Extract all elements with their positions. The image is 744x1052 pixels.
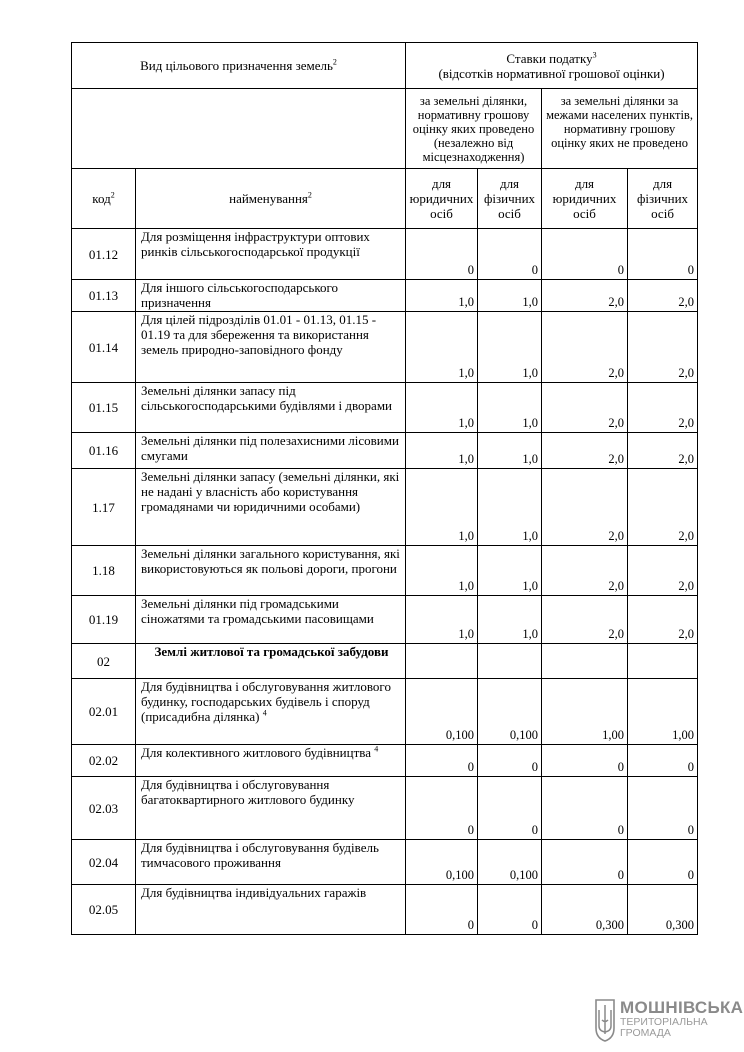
- row-name: Для розміщення інфраструктури оптових ринків сільськогосподарської продукції: [136, 229, 406, 280]
- table-row: [72, 596, 698, 644]
- table-row: [72, 433, 698, 469]
- row-rate-4: 2,0: [628, 433, 698, 469]
- header-physical-1: для фізичних осіб: [478, 169, 542, 229]
- row-rate-3: 0: [542, 840, 628, 885]
- row-rate-3: 2,0: [542, 546, 628, 596]
- row-rate-4: 2,0: [628, 469, 698, 546]
- header-empty-cell: [72, 89, 406, 169]
- row-rate-1: 1,0: [406, 280, 478, 312]
- header-name: найменування$^2$: [136, 169, 406, 229]
- row-rate-1: 1,0: [406, 546, 478, 596]
- row-rate-3: 2,0: [542, 596, 628, 644]
- row-rate-3: 0,300: [542, 885, 628, 935]
- row-rate-2: 1,0: [478, 312, 542, 383]
- row-code: 02.02: [72, 745, 136, 777]
- table-row: [72, 777, 698, 840]
- row-name: Для будівництва і обслуговування житлового будинку, господарських будівель і споруд (присадибна ділянка) $^4$: [136, 679, 406, 745]
- row-code: 01.16: [72, 433, 136, 469]
- row-rate-2: 0: [478, 229, 542, 280]
- table-row: [72, 312, 698, 383]
- row-rate-2: 1,0: [478, 383, 542, 433]
- row-rate-1: 0: [406, 885, 478, 935]
- header-physical-2: для фізичних осіб: [628, 169, 698, 229]
- row-rate-1: 1,0: [406, 312, 478, 383]
- row-rate-2: 0,100: [478, 679, 542, 745]
- row-rate-1: 0: [406, 745, 478, 777]
- row-rate-1: 1,0: [406, 469, 478, 546]
- row-rate-3: [542, 644, 628, 679]
- community-logo: [594, 996, 744, 1044]
- row-rate-2: 1,0: [478, 469, 542, 546]
- row-code: 01.15: [72, 383, 136, 433]
- row-code: 02: [72, 644, 136, 679]
- row-code: 02.03: [72, 777, 136, 840]
- row-rate-4: 2,0: [628, 383, 698, 433]
- row-code: 1.18: [72, 546, 136, 596]
- logo-line-2-3: ТЕРИТОРІАЛЬНА ГРОМАДА: [620, 1016, 708, 1039]
- header-legal-1: для юридичних осіб: [406, 169, 478, 229]
- row-code: 1.17: [72, 469, 136, 546]
- row-rate-4: 0: [628, 777, 698, 840]
- row-rate-1: 1,0: [406, 596, 478, 644]
- table-row: [72, 679, 698, 745]
- row-rate-2: 0: [478, 777, 542, 840]
- row-rate-2: 1,0: [478, 433, 542, 469]
- row-name: Для колективного житлового будівництва $^4$: [136, 745, 406, 777]
- row-name: Землі житлової та громадської забудови: [136, 644, 406, 679]
- row-rate-2: 0,100: [478, 840, 542, 885]
- row-rate-3: 0: [542, 745, 628, 777]
- table-row: [72, 546, 698, 596]
- row-rate-2: 0: [478, 745, 542, 777]
- row-rate-2: 1,0: [478, 546, 542, 596]
- row-rate-3: 2,0: [542, 280, 628, 312]
- tax-rates-table: [71, 42, 698, 935]
- table-row: [72, 885, 698, 935]
- table-body: [72, 229, 698, 935]
- table-row: [72, 229, 698, 280]
- row-rate-1: 0: [406, 229, 478, 280]
- row-rate-4: 0,300: [628, 885, 698, 935]
- header-rates: Ставки податку$^3$ (відсотків нормативної грошової оцінки): [406, 43, 698, 89]
- row-name: Земельні ділянки загального користування, які використовуються як польові дороги, прогони: [136, 546, 406, 596]
- logo-line-1: МОШНІВСЬКА: [620, 998, 744, 1017]
- row-rate-3: 1,00: [542, 679, 628, 745]
- table-row: [72, 469, 698, 546]
- row-rate-3: 0: [542, 777, 628, 840]
- header-group-not-evaluated: за земельні ділянки за межами населених пунктів, нормативну грошову оцінку яких не проведено: [542, 89, 698, 169]
- row-rate-4: 0: [628, 840, 698, 885]
- row-name: Земельні ділянки запасу під сільськогосподарськими будівлями і дворами: [136, 383, 406, 433]
- row-rate-4: 0: [628, 229, 698, 280]
- row-rate-4: 1,00: [628, 679, 698, 745]
- table-row: [72, 840, 698, 885]
- table-row: [72, 745, 698, 777]
- row-rate-4: 2,0: [628, 596, 698, 644]
- row-rate-1: 0,100: [406, 840, 478, 885]
- row-rate-4: 2,0: [628, 280, 698, 312]
- row-code: 02.01: [72, 679, 136, 745]
- header-land-type: Вид цільового призначення земель$^2$: [72, 43, 406, 89]
- row-rate-4: 2,0: [628, 546, 698, 596]
- row-name: Земельні ділянки запасу (земельні ділянки, які не надані у власність або користування громадянами чи юридичними особами): [136, 469, 406, 546]
- header-code: код$^2$: [72, 169, 136, 229]
- header-legal-2: для юридичних осіб: [542, 169, 628, 229]
- row-rate-2: 1,0: [478, 596, 542, 644]
- table-row: [72, 644, 698, 679]
- row-code: 02.05: [72, 885, 136, 935]
- row-rate-3: 0: [542, 229, 628, 280]
- row-rate-3: 2,0: [542, 469, 628, 546]
- row-rate-2: [478, 644, 542, 679]
- row-rate-1: 1,0: [406, 433, 478, 469]
- table-row: [72, 383, 698, 433]
- table-row: [72, 280, 698, 312]
- row-rate-1: 0,100: [406, 679, 478, 745]
- trident-coat-of-arms-icon: [594, 998, 616, 1042]
- row-rate-4: 0: [628, 745, 698, 777]
- row-rate-1: 0: [406, 777, 478, 840]
- row-code: 02.04: [72, 840, 136, 885]
- row-name: Для будівництва індивідуальних гаражів: [136, 885, 406, 935]
- row-rate-2: 1,0: [478, 280, 542, 312]
- row-rate-4: 2,0: [628, 312, 698, 383]
- row-name: Земельні ділянки під громадськими сіножатями та громадськими пасовищами: [136, 596, 406, 644]
- row-rate-3: 2,0: [542, 433, 628, 469]
- row-code: 01.13: [72, 280, 136, 312]
- row-name: Для будівництва і обслуговування багатоквартирного житлового будинку: [136, 777, 406, 840]
- row-rate-4: [628, 644, 698, 679]
- row-code: 01.12: [72, 229, 136, 280]
- row-name: Земельні ділянки під полезахисними лісовими смугами: [136, 433, 406, 469]
- row-name: Для цілей підрозділів 01.01 - 01.13, 01.15 - 01.19 та для збереження та використання земель природно-заповідного фонду: [136, 312, 406, 383]
- row-rate-1: 1,0: [406, 383, 478, 433]
- row-rate-3: 2,0: [542, 383, 628, 433]
- row-rate-2: 0: [478, 885, 542, 935]
- row-code: 01.14: [72, 312, 136, 383]
- row-rate-1: [406, 644, 478, 679]
- row-code: 01.19: [72, 596, 136, 644]
- row-rate-3: 2,0: [542, 312, 628, 383]
- header-group-evaluated: за земельні ділянки, нормативну грошову оцінку яких проведено (незалежно від місцезнаходження): [406, 89, 542, 169]
- row-name: Для іншого сільськогосподарського призначення: [136, 280, 406, 312]
- row-name: Для будівництва і обслуговування будівель тимчасового проживання: [136, 840, 406, 885]
